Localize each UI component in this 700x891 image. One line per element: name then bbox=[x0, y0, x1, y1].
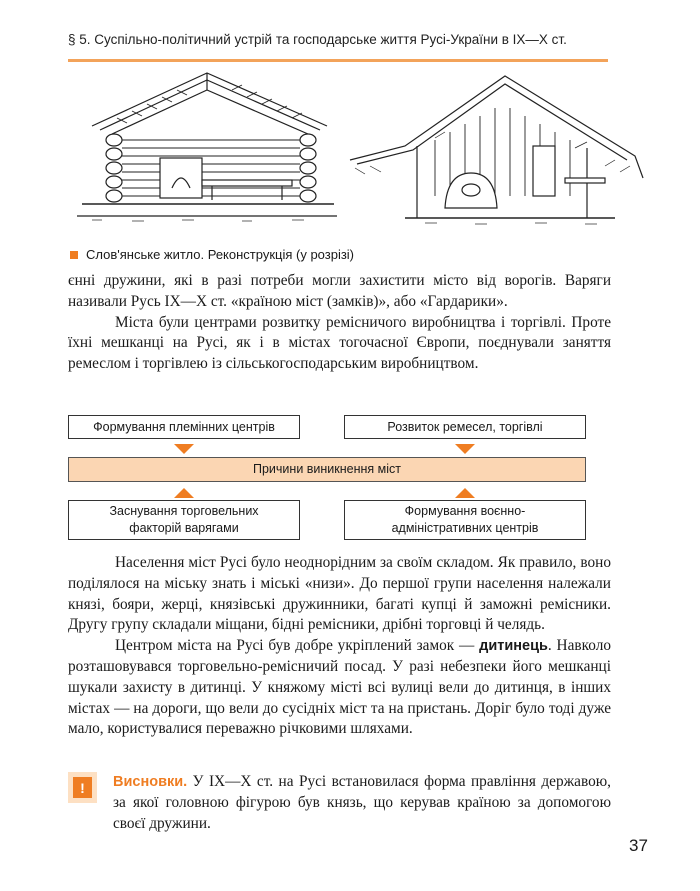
conclusion-text: У IX—X ст. на Русі встановилася форма правління державою, за якої головною фігурою був князь, що керував країною за допомогою своєї дружини. bbox=[113, 773, 611, 832]
caption-marker bbox=[70, 251, 78, 259]
exclamation-icon: ! bbox=[73, 777, 92, 798]
conclusion-block bbox=[113, 772, 611, 834]
log-house-illustration bbox=[72, 68, 342, 238]
paragraph-population: Населення міст Русі було неоднорідним за своїм складом. Як правило, воно поділялося на міську знать і міські «низи». До першої групи населення належали князі, бояри, жерці, князівські дружинники, багаті купці й заможні ремісники. Другу групу складали міщани, бідні ремісники, дрібні торговці й челядь. bbox=[68, 554, 611, 634]
arrow-up-left bbox=[174, 488, 194, 498]
paragraph-block-1 bbox=[68, 271, 611, 375]
conclusion-label: Висновки. bbox=[113, 774, 188, 790]
citadel-text-after: . Навколо розташовувався торговельно-ремісничий посад. У разі небезпеки його мешканці шукали захисту в дитинці. У княжому місті всі вулиці вели до дитинця, в інших містах — на дороги, що вели до сусідніх міст та на пристань. Доріг було тоді дуже мало, користувалися переважно річковими шляхами. bbox=[68, 637, 611, 738]
figure-caption bbox=[70, 247, 354, 262]
citadel-text-before: Центром міста на Русі був добре укріплений замок — bbox=[115, 637, 475, 655]
dugout-house-illustration bbox=[345, 68, 645, 238]
diagram-center: Причини виникнення міст bbox=[68, 457, 586, 482]
paragraph-citadel bbox=[68, 636, 611, 740]
header-rule bbox=[68, 59, 608, 62]
caption-text: Слов'янське житло. Реконструкція (у розрізі) bbox=[86, 247, 355, 262]
diagram-bottom-left: Заснування торговельних факторій варягами bbox=[68, 500, 300, 540]
paragraph-continuation: єнні дружини, які в разі потреби могли захистити місто від ворогів. Варяги називали Русь IX—X ст. «країною міст (замків)», або «Гардарики». bbox=[68, 272, 611, 310]
arrow-up-right bbox=[455, 488, 475, 498]
diagram-top-right: Розвиток ремесел, торгівлі bbox=[344, 415, 586, 439]
diagram-top-left: Формування племінних центрів bbox=[68, 415, 300, 439]
arrow-down-right bbox=[455, 444, 475, 454]
diagram-bottom-right: Формування воєнно-адміністративних центрів bbox=[344, 500, 586, 540]
running-header: § 5. Суспільно-політичний устрій та господарське життя Русі-України в IX—X ст. bbox=[68, 32, 567, 47]
paragraph-cities: Міста були центрами розвитку ремісничого виробництва і торгівлі. Проте їхні мешканці на Русі, як і в містах тогочасної Європи, поєднували заняття ремеслом і торгівлею із сільськогосподарським виробництвом. bbox=[68, 313, 611, 373]
arrow-down-left bbox=[174, 444, 194, 454]
paragraph-block-2 bbox=[68, 553, 611, 740]
conclusion-badge bbox=[68, 772, 97, 803]
citadel-term: дитинець bbox=[479, 638, 548, 655]
page-number: 37 bbox=[629, 836, 648, 855]
